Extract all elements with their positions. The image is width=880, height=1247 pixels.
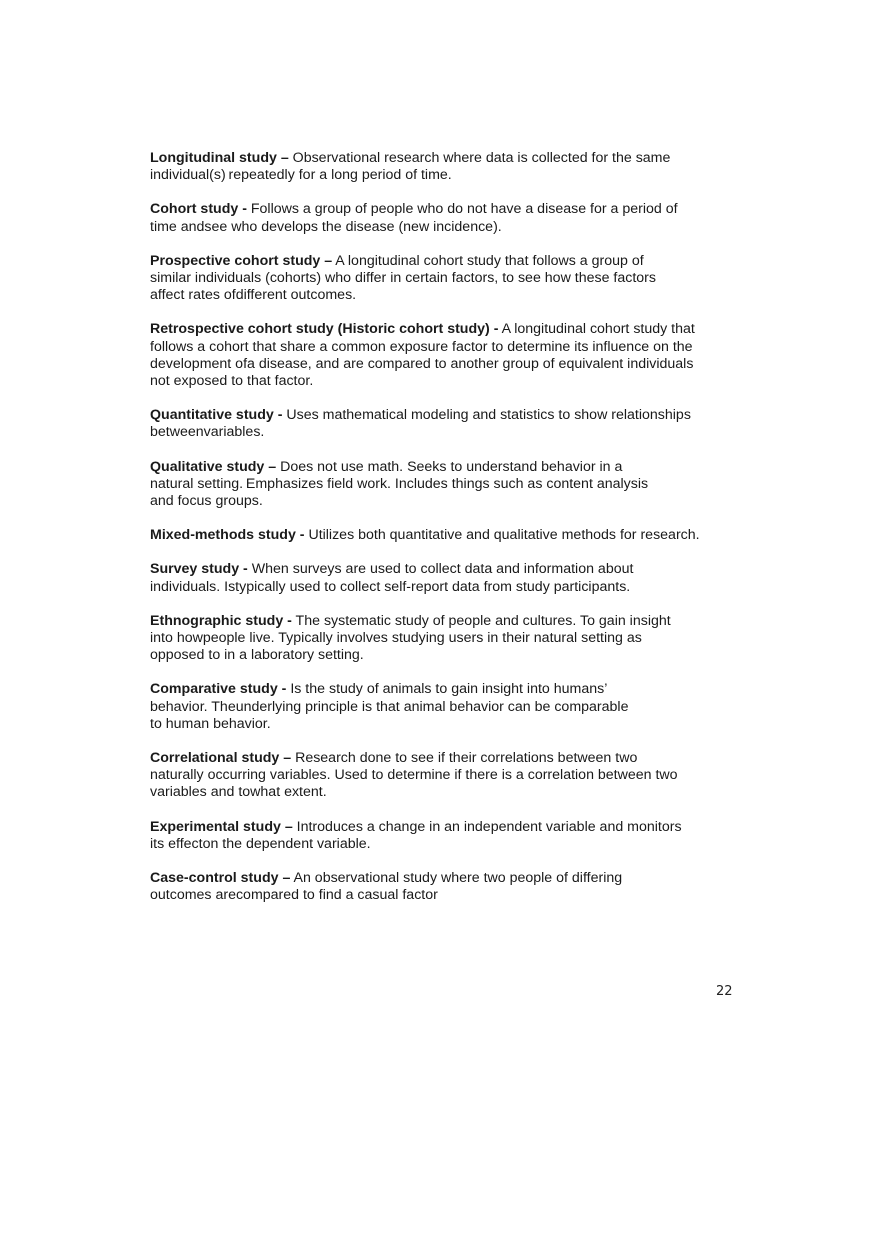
glossary-entry-mixed-methods-study — [150, 527, 730, 544]
entry-term: Quantitative study - — [150, 407, 283, 424]
entry-line — [150, 561, 730, 578]
entry-term: Mixed-methods study - — [150, 527, 305, 544]
entry-term: Correlational study – — [150, 750, 292, 767]
entry-text: An observational study where two people of differing — [290, 870, 623, 887]
entry-line — [150, 459, 730, 476]
entry-text: A longitudinal cohort study that follows a group of — [332, 252, 644, 269]
entry-term: Qualitative study – — [150, 458, 277, 475]
glossary-content — [150, 150, 730, 905]
entry-line: follows a cohort that share a common exposure factor to determine its influence on the — [150, 338, 693, 355]
entry-line — [150, 201, 730, 218]
entry-line: opposed to in a laboratory setting. — [150, 647, 364, 664]
entry-text: When surveys are used to collect data and information about — [247, 561, 634, 578]
entry-term: Comparative study - — [150, 681, 287, 698]
entry-line: individual(s) repeatedly for a long period of time. — [150, 167, 452, 184]
entry-line — [150, 870, 730, 887]
entry-line: development ofa disease, and are compared to another group of equivalent individuals — [150, 355, 694, 372]
entry-line: outcomes arecompared to find a casual factor — [150, 887, 438, 904]
page-number: 22 — [716, 984, 733, 999]
entry-text: Follows a group of people who do not have a disease for a period of — [246, 201, 678, 218]
entry-term: Prospective cohort study – — [150, 252, 333, 269]
glossary-entry-ethnographic-study — [150, 613, 730, 665]
entry-text: Research done to see if their correlations between two — [291, 750, 638, 767]
entry-term: Ethnographic study - — [150, 612, 292, 629]
glossary-entry-survey-study — [150, 561, 730, 595]
entry-text: Utilizes both quantitative and qualitative methods for research. — [304, 527, 700, 544]
entry-line: behavior. Theunderlying principle is that animal behavior can be comparable — [150, 698, 629, 715]
entry-line: affect rates ofdifferent outcomes. — [150, 287, 357, 304]
glossary-entry-quantitative-study — [150, 407, 730, 441]
entry-line — [150, 321, 730, 338]
entry-line — [150, 613, 730, 630]
entry-text: The systematic study of people and cultures. To gain insight — [291, 612, 671, 629]
glossary-entry-cohort-study — [150, 201, 730, 235]
entry-text: Introduces a change in an independent variable and monitors — [292, 818, 682, 835]
entry-line: variables and towhat extent. — [150, 784, 327, 801]
glossary-entry-case-control-study — [150, 870, 730, 904]
entry-line: not exposed to that factor. — [150, 373, 314, 390]
entry-term: Case-control study – — [150, 870, 291, 887]
entry-term: Survey study - — [150, 561, 248, 578]
entry-line: time andsee who develops the disease (new incidence). — [150, 218, 502, 235]
entry-term: Longitudinal study – — [150, 150, 289, 166]
entry-line: to human behavior. — [150, 715, 271, 732]
glossary-entry-longitudinal-study — [150, 150, 730, 184]
entry-line: natural setting. Emphasizes field work. Includes things such as content analysis — [150, 475, 649, 492]
entry-line — [150, 527, 730, 544]
entry-line — [150, 150, 730, 167]
glossary-entry-comparative-study — [150, 681, 730, 733]
entry-line: similar individuals (cohorts) who differ in certain factors, to see how these factors — [150, 270, 656, 287]
entry-term: Cohort study - — [150, 201, 247, 218]
entry-line — [150, 681, 730, 698]
glossary-entry-qualitative-study — [150, 459, 730, 511]
glossary-entry-prospective-cohort-study — [150, 253, 730, 305]
entry-line — [150, 750, 730, 767]
entry-line — [150, 407, 730, 424]
entry-term: Retrospective cohort study (Historic cohort study) - — [150, 321, 499, 338]
glossary-entry-retrospective-cohort-study — [150, 321, 730, 390]
entry-text: Observational research where data is collected for the same — [288, 150, 671, 166]
entry-text: A longitudinal cohort study that — [498, 321, 695, 338]
entry-term: Experimental study – — [150, 818, 293, 835]
entry-line: into howpeople live. Typically involves studying users in their natural setting as — [150, 630, 642, 647]
glossary-entry-correlational-study — [150, 750, 730, 802]
entry-line: individuals. Istypically used to collect self-report data from study participants. — [150, 578, 631, 595]
entry-text: Does not use math. Seeks to understand behavior in a — [276, 458, 623, 475]
entry-line: its effecton the dependent variable. — [150, 835, 371, 852]
entry-line — [150, 253, 730, 270]
entry-line — [150, 819, 730, 836]
entry-text: Uses mathematical modeling and statistics to show relationships — [282, 407, 691, 424]
entry-line: and focus groups. — [150, 493, 263, 510]
glossary-entry-experimental-study — [150, 819, 730, 853]
entry-text: Is the study of animals to gain insight into humans’ — [286, 681, 608, 698]
entry-line: naturally occurring variables. Used to determine if there is a correlation between two — [150, 767, 678, 784]
entry-line: betweenvariables. — [150, 424, 265, 441]
